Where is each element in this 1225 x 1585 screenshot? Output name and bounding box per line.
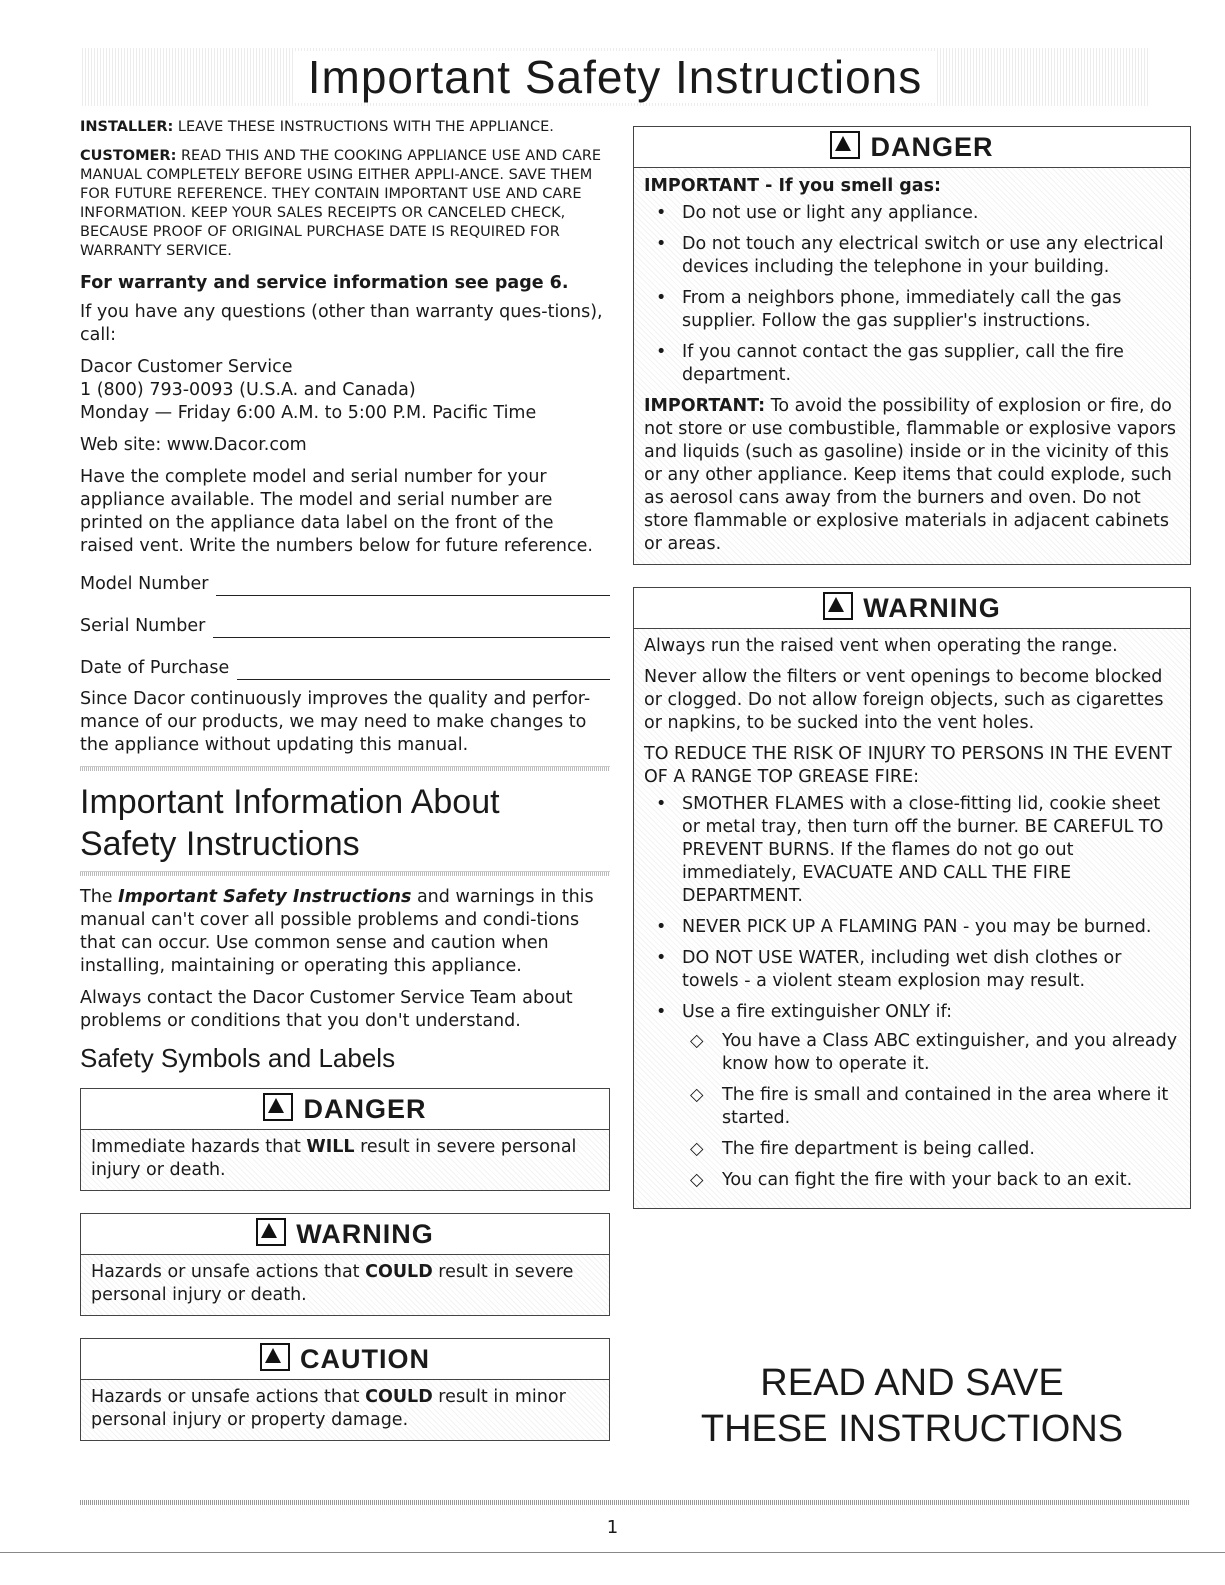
purchase-date-field[interactable] [80, 656, 610, 680]
info-text [80, 886, 610, 978]
grease-heading: TO REDUCE THE RISK OF INJURY TO PERSONS IN THE EVENT OF A RANGE TOP GREASE FIRE: [644, 744, 1172, 787]
warning-pre: Hazards or unsafe actions that [91, 1262, 366, 1282]
list-item [682, 1001, 1180, 1192]
improvement-text: Since Dacor continuously improves the quality and perfor-mance of our products, we may need to make changes to the appliance without updating this manual. [80, 689, 591, 755]
extinguisher-heading: Use a fire extinguisher ONLY if: [682, 1002, 952, 1022]
left-column [80, 118, 610, 1463]
read-save-line-2: THESE INSTRUCTIONS [700, 1408, 1124, 1450]
warning-triangle-icon [823, 592, 853, 620]
purchase-date-line [237, 661, 610, 680]
questions-text: If you have any questions (other than warranty ques-tions), call: [80, 302, 603, 345]
contact-name: Dacor Customer Service [80, 357, 293, 377]
list-item: ◇ You have a Class ABC extinguisher, and you already know how to operate it. [722, 1030, 1180, 1076]
important-body: To avoid the possibility of explosion or fire, do not store or use combustible, flammable or explosive vapors and liquids (such as gasoline) inside or in the vicinity of this or any other appliance. Keep items that could explode, such as aerosol cans away from the burners and oven. Do not store flammable or explosive materials in adjacent cabinets or areas. [644, 396, 1177, 554]
list-item: • NEVER PICK UP A FLAMING PAN - you may be burned. [682, 916, 1180, 939]
caution-pre: Hazards or unsafe actions that [91, 1387, 366, 1407]
warning-label-box [80, 1213, 610, 1316]
section-heading-line-1: Important Information About [80, 783, 500, 821]
grease-warning-body [634, 629, 1190, 1208]
warning-label: WARNING [296, 1219, 434, 1249]
danger-post: result in severe personal injury or death. [91, 1137, 577, 1180]
warning-bold: COULD [365, 1262, 433, 1282]
warning-post: result in severe personal injury or death. [91, 1262, 574, 1305]
installer-label: INSTALLER: [80, 119, 174, 135]
grease-warning-box [633, 587, 1191, 1209]
caution-header [81, 1339, 609, 1380]
warning-triangle-icon [830, 131, 860, 159]
vent-line: Always run the raised vent when operating the range. [644, 636, 1118, 656]
list-item: ◇ You can fight the fire with your back to an exit. [722, 1169, 1180, 1192]
list-item: • DO NOT USE WATER, including wet dish clothes or towels - a violent steam explosion may result. [682, 947, 1180, 993]
page-edge-line [0, 1552, 1225, 1553]
grease-list [644, 793, 1180, 1192]
list-item: • If you cannot contact the gas supplier, call the fire department. [682, 341, 1180, 387]
website-text: Web site: www.Dacor.com [80, 435, 307, 455]
section-divider-2 [80, 871, 610, 876]
model-number-field[interactable] [80, 572, 610, 596]
list-item: • From a neighbors phone, immediately call the gas supplier. Follow the gas supplier's instructions. [682, 287, 1180, 333]
info-post: and warnings in this manual can't cover all possible problems and condi-tions that can occur. Use common sense and caution when installing, maintaining or operating this appliance. [80, 887, 594, 976]
list-item: • Do not use or light any appliance. [682, 202, 1180, 225]
grease-warning-header [634, 588, 1190, 629]
section-divider [80, 766, 610, 771]
danger-description [81, 1130, 609, 1190]
extinguisher-list [682, 1030, 1180, 1192]
info-emphasis: Important Safety Instructions [118, 887, 412, 907]
page-number: 1 [606, 1517, 619, 1538]
model-info-text: Have the complete model and serial number for your appliance available. The model and serial number are printed on the appliance data label on the front of the raised vent. Write the numbers below for future reference. [80, 467, 593, 556]
warning-description [81, 1255, 609, 1315]
right-column [633, 126, 1191, 1231]
list-item: ◇ The fire is small and contained in the area where it started. [722, 1084, 1180, 1130]
danger-header [81, 1089, 609, 1130]
list-item: ◇ The fire department is being called. [722, 1138, 1180, 1161]
page-title [80, 48, 1150, 106]
caution-bold: COULD [365, 1387, 433, 1407]
gas-heading: IMPORTANT - If you smell gas: [644, 176, 942, 196]
serial-number-line [213, 619, 610, 638]
section-heading [80, 781, 610, 865]
warning-header [81, 1214, 609, 1255]
page-title-text: Important Safety Instructions [294, 51, 937, 103]
read-save-line-1: READ AND SAVE [760, 1362, 1064, 1404]
contact-team-text: Always contact the Dacor Customer Service Team about problems or conditions that you don't understand. [80, 988, 573, 1031]
subsection-heading: Safety Symbols and Labels [80, 1043, 396, 1073]
danger-label-box [80, 1088, 610, 1191]
caution-description [81, 1380, 609, 1440]
caution-label-box [80, 1338, 610, 1441]
model-number-line [216, 577, 610, 596]
filters-line: Never allow the filters or vent openings to become blocked or clogged. Do not allow foreign objects, such as cigarettes or napkins, to be sucked into the vent holes. [644, 667, 1164, 733]
serial-number-field[interactable] [80, 614, 610, 638]
contact-hours: Monday — Friday 6:00 A.M. to 5:00 P.M. Pacific Time [80, 403, 537, 423]
gas-list [644, 202, 1180, 387]
purchase-date-label: Date of Purchase [80, 658, 230, 678]
warning-triangle-icon [260, 1343, 290, 1371]
danger-pre: Immediate hazards that [91, 1137, 307, 1157]
caution-post: result in minor personal injury or property damage. [91, 1387, 566, 1430]
danger-bold: WILL [306, 1137, 355, 1157]
warning-triangle-icon [263, 1093, 293, 1121]
footer-divider [80, 1500, 1190, 1505]
gas-danger-header [634, 127, 1190, 168]
important-text [644, 395, 1180, 556]
gas-danger-label: DANGER [870, 132, 994, 162]
important-label: IMPORTANT: [644, 396, 766, 416]
info-pre: The [80, 887, 119, 907]
gas-danger-box [633, 126, 1191, 565]
installer-note [80, 118, 610, 137]
model-number-label: Model Number [80, 574, 209, 594]
customer-note [80, 147, 610, 261]
installer-text: LEAVE THESE INSTRUCTIONS WITH THE APPLIANCE. [173, 119, 554, 135]
grease-warning-label: WARNING [863, 593, 1001, 623]
customer-text: READ THIS AND THE COOKING APPLIANCE USE AND CARE MANUAL COMPLETELY BEFORE USING EITHER APPLI-ANCE. SAVE THEM FOR FUTURE REFERENCE. THEY CONTAIN IMPORTANT USE AND CARE INFORMATION. KEEP YOUR SALES RECEIPTS OR CANCELED CHECK, BECAUSE PROOF OF ORIGINAL PURCHASE DATE IS REQUIRED FOR WARRANTY SERVICE. [80, 148, 602, 259]
section-heading-line-2: Safety Instructions [80, 825, 360, 863]
serial-number-label: Serial Number [80, 616, 206, 636]
list-item: • Do not touch any electrical switch or use any electrical devices including the telephone in your building. [682, 233, 1180, 279]
warning-triangle-icon [256, 1218, 286, 1246]
warranty-line: For warranty and service information see page 6. [80, 273, 569, 293]
list-item: • SMOTHER FLAMES with a close-fitting lid, cookie sheet or metal tray, then turn off the burner. BE CAREFUL TO PREVENT BURNS. If the flames do not go out immediately, EVACUATE AND CALL THE FIRE DEPARTMENT. [682, 793, 1180, 908]
contact-phone: 1 (800) 793-0093 (U.S.A. and Canada) [80, 380, 416, 400]
read-and-save-notice [633, 1360, 1191, 1452]
gas-danger-body [634, 168, 1190, 564]
caution-label: CAUTION [300, 1344, 430, 1374]
danger-label: DANGER [303, 1094, 427, 1124]
customer-label: CUSTOMER: [80, 148, 177, 164]
